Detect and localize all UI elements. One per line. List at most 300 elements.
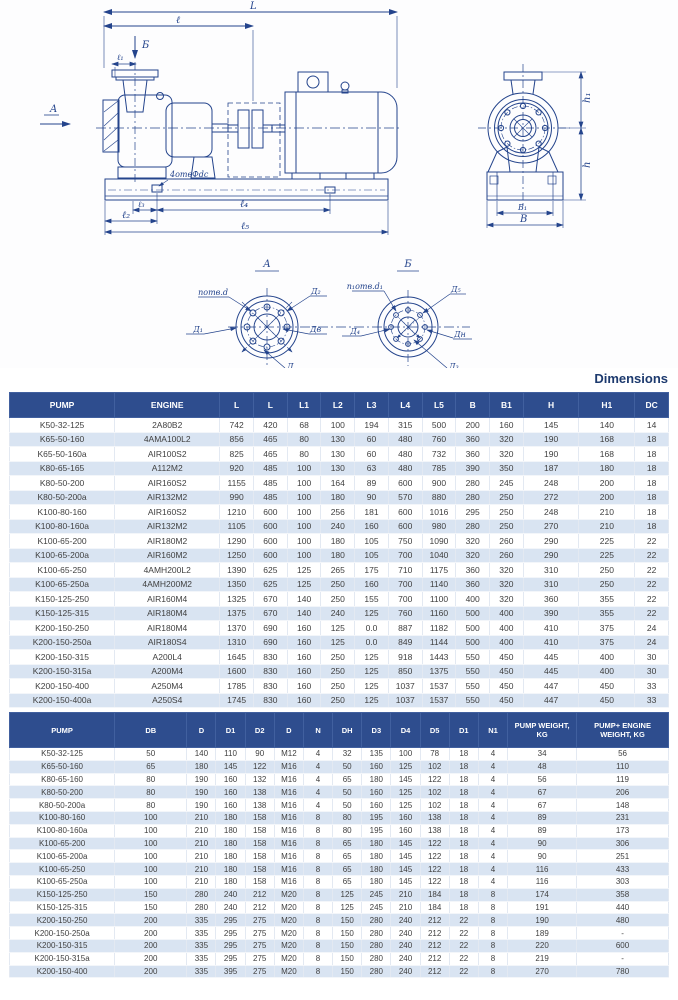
value-cell: 742: [220, 418, 254, 433]
value-cell: 280: [187, 888, 216, 901]
dim-label-L: L: [250, 1, 257, 12]
value-cell: 4AMH200M2: [115, 577, 220, 592]
value-cell: 8: [303, 837, 332, 850]
value-cell: 320: [490, 592, 524, 607]
value-cell: 275: [245, 952, 274, 965]
value-cell: 210: [391, 888, 420, 901]
value-cell: 50: [333, 760, 362, 773]
value-cell: 145: [216, 760, 245, 773]
value-cell: 105: [355, 534, 389, 549]
value-cell: 280: [456, 476, 490, 491]
value-cell: 270: [523, 519, 579, 534]
flange-a-dv-label: Дв: [310, 325, 322, 334]
value-cell: 550: [456, 664, 490, 679]
value-cell: 600: [254, 505, 288, 520]
value-cell: 210: [187, 863, 216, 876]
flange-a-title: A: [263, 259, 271, 270]
value-cell: A112M2: [115, 461, 220, 476]
value-cell: 400: [490, 635, 524, 650]
value-cell: 1537: [422, 693, 456, 708]
value-cell: 8: [303, 927, 332, 940]
value-cell: 280: [362, 952, 391, 965]
value-cell: 180: [362, 837, 391, 850]
value-cell: 56: [577, 748, 669, 761]
column-header: H1: [579, 393, 635, 418]
value-cell: -: [577, 927, 669, 940]
value-cell: 433: [577, 863, 669, 876]
table-row: [10, 418, 669, 433]
flange-b-d4-label: Д₄: [350, 327, 360, 336]
value-cell: 132: [245, 773, 274, 786]
value-cell: 78: [420, 748, 449, 761]
pump-model-cell: K100-65-250: [10, 563, 115, 578]
value-cell: 125: [287, 563, 321, 578]
value-cell: 180: [216, 875, 245, 888]
value-cell: 485: [254, 490, 288, 505]
value-cell: 100: [287, 505, 321, 520]
value-cell: 280: [362, 927, 391, 940]
value-cell: 4: [478, 786, 507, 799]
value-cell: 400: [490, 606, 524, 621]
value-cell: 600: [254, 548, 288, 563]
table-row: [10, 592, 669, 607]
column-header: B1: [490, 393, 524, 418]
value-cell: 450: [490, 693, 524, 708]
value-cell: M20: [274, 939, 303, 952]
value-cell: 410: [523, 621, 579, 636]
value-cell: 100: [115, 837, 187, 850]
value-cell: 145: [391, 850, 420, 863]
pump-model-cell: K200-150-315a: [10, 664, 115, 679]
value-cell: 180: [216, 863, 245, 876]
value-cell: 200: [579, 490, 635, 505]
value-cell: 18: [449, 824, 478, 837]
dimensions-table-header-row: [10, 393, 669, 418]
value-cell: 4: [478, 875, 507, 888]
table-row: [10, 447, 669, 462]
column-header: L2: [321, 393, 355, 418]
value-cell: 830: [254, 693, 288, 708]
value-cell: 18: [449, 760, 478, 773]
pump-model-cell: K65-50-160a: [10, 447, 115, 462]
value-cell: 375: [579, 635, 635, 650]
value-cell: 8: [303, 811, 332, 824]
value-cell: 4: [478, 863, 507, 876]
value-cell: 248: [523, 476, 579, 491]
value-cell: 65: [333, 837, 362, 850]
column-header: B: [456, 393, 490, 418]
value-cell: 400: [579, 650, 635, 665]
column-header: PUMP: [10, 713, 115, 748]
value-cell: 210: [187, 811, 216, 824]
coupling: [228, 103, 280, 177]
value-cell: 160: [362, 760, 391, 773]
value-cell: 150: [333, 939, 362, 952]
value-cell: 8: [478, 888, 507, 901]
value-cell: 445: [523, 664, 579, 679]
dim-label-l: ℓ: [176, 15, 181, 26]
value-cell: 248: [523, 505, 579, 520]
value-cell: 32: [333, 748, 362, 761]
table-row: [10, 519, 669, 534]
value-cell: 700: [388, 548, 422, 563]
column-header: PUMP WEIGHT, KG: [508, 713, 577, 748]
table-row: [10, 548, 669, 563]
column-header: L5: [422, 393, 456, 418]
value-cell: 100: [115, 824, 187, 837]
table-row: [10, 505, 669, 520]
value-cell: 375: [579, 621, 635, 636]
value-cell: 125: [287, 577, 321, 592]
value-cell: 1105: [220, 519, 254, 534]
pump-model-cell: K50-32-125: [10, 418, 115, 433]
table-row: [10, 621, 669, 636]
value-cell: 48: [508, 760, 577, 773]
value-cell: 250: [490, 505, 524, 520]
value-cell: 980: [422, 519, 456, 534]
table-row: [10, 927, 669, 940]
flange-weight-table-header-row: [10, 713, 669, 748]
value-cell: 130: [321, 461, 355, 476]
value-cell: M16: [274, 799, 303, 812]
value-cell: M12: [274, 748, 303, 761]
value-cell: 22: [449, 965, 478, 978]
value-cell: 4: [478, 760, 507, 773]
value-cell: 24: [635, 621, 669, 636]
value-cell: 4: [478, 799, 507, 812]
value-cell: 184: [420, 901, 449, 914]
value-cell: M20: [274, 927, 303, 940]
pump-model-cell: K100-65-200: [10, 837, 115, 850]
value-cell: 190: [187, 786, 216, 799]
value-cell: 850: [388, 664, 422, 679]
column-header: DB: [115, 713, 187, 748]
value-cell: 210: [187, 837, 216, 850]
value-cell: 4: [478, 850, 507, 863]
value-cell: 1140: [422, 577, 456, 592]
column-header: N1: [478, 713, 507, 748]
table-row: [10, 939, 669, 952]
value-cell: AIR160S2: [115, 476, 220, 491]
value-cell: 440: [577, 901, 669, 914]
value-cell: 180: [321, 534, 355, 549]
column-header: ENGINE: [115, 393, 220, 418]
value-cell: 1040: [422, 548, 456, 563]
value-cell: 275: [245, 939, 274, 952]
value-cell: 8: [303, 824, 332, 837]
side-view-drawing: [40, 1, 402, 235]
value-cell: 4AMA100L2: [115, 432, 220, 447]
value-cell: 187: [523, 461, 579, 476]
value-cell: 18: [635, 476, 669, 491]
column-header: D2: [245, 713, 274, 748]
value-cell: 138: [420, 811, 449, 824]
value-cell: 1785: [220, 679, 254, 694]
value-cell: 89: [508, 824, 577, 837]
table-row: [10, 888, 669, 901]
value-cell: 100: [115, 875, 187, 888]
value-cell: 150: [333, 965, 362, 978]
value-cell: 1645: [220, 650, 254, 665]
value-cell: 195: [362, 824, 391, 837]
value-cell: 110: [216, 748, 245, 761]
column-header: N: [303, 713, 332, 748]
electric-motor: [272, 72, 397, 179]
value-cell: 24: [635, 635, 669, 650]
value-cell: 200: [115, 914, 187, 927]
value-cell: 180: [362, 850, 391, 863]
value-cell: 280: [456, 490, 490, 505]
value-cell: AIR180M4: [115, 606, 220, 621]
flange-a-d-label: Д: [287, 362, 294, 368]
table-row: [10, 664, 669, 679]
value-cell: 250: [321, 679, 355, 694]
motor-foot: [346, 173, 374, 179]
value-cell: 250: [321, 577, 355, 592]
value-cell: 30: [635, 664, 669, 679]
value-cell: 250: [579, 577, 635, 592]
value-cell: A250M4: [115, 679, 220, 694]
value-cell: 260: [490, 534, 524, 549]
value-cell: 830: [254, 664, 288, 679]
pump-model-cell: K100-65-250: [10, 863, 115, 876]
value-cell: 500: [456, 621, 490, 636]
value-cell: 65: [333, 850, 362, 863]
value-cell: 700: [388, 577, 422, 592]
value-cell: 22: [449, 939, 478, 952]
value-cell: 180: [216, 824, 245, 837]
value-cell: 780: [577, 965, 669, 978]
value-cell: 180: [187, 760, 216, 773]
value-cell: 1175: [422, 563, 456, 578]
value-cell: 200: [115, 927, 187, 940]
value-cell: 56: [508, 773, 577, 786]
value-cell: 80: [115, 773, 187, 786]
value-cell: M16: [274, 863, 303, 876]
value-cell: 180: [216, 850, 245, 863]
value-cell: 8: [478, 952, 507, 965]
value-cell: 180: [321, 548, 355, 563]
value-cell: 8: [303, 888, 332, 901]
value-cell: 1370: [220, 621, 254, 636]
table-row: [10, 799, 669, 812]
value-cell: 210: [579, 519, 635, 534]
value-cell: 160: [391, 824, 420, 837]
value-cell: 600: [388, 476, 422, 491]
value-cell: 400: [490, 621, 524, 636]
value-cell: 160: [287, 679, 321, 694]
value-cell: 100: [287, 548, 321, 563]
table-row: [10, 748, 669, 761]
flange-b-holes-label: n₁отв.d₁: [346, 282, 383, 291]
value-cell: 265: [321, 563, 355, 578]
value-cell: 122: [420, 863, 449, 876]
value-cell: 160: [355, 577, 389, 592]
column-header: DC: [635, 393, 669, 418]
value-cell: 1290: [220, 534, 254, 549]
value-cell: 135: [362, 748, 391, 761]
value-cell: 18: [449, 786, 478, 799]
value-cell: 450: [579, 693, 635, 708]
value-cell: 360: [523, 592, 579, 607]
value-cell: 181: [355, 505, 389, 520]
value-cell: 1100: [422, 592, 456, 607]
pump-model-cell: K65-50-160: [10, 760, 115, 773]
value-cell: 190: [508, 914, 577, 927]
value-cell: 125: [321, 621, 355, 636]
value-cell: 160: [362, 786, 391, 799]
pump-model-cell: K100-65-200: [10, 534, 115, 549]
value-cell: 360: [456, 577, 490, 592]
value-cell: 1537: [422, 679, 456, 694]
value-cell: 250: [321, 592, 355, 607]
value-cell: 849: [388, 635, 422, 650]
pump-model-cell: K150-125-315: [10, 901, 115, 914]
table-row: [10, 811, 669, 824]
value-cell: 0.0: [355, 635, 389, 650]
column-header: H: [523, 393, 579, 418]
value-cell: AIR180M2: [115, 534, 220, 549]
value-cell: 1250: [220, 548, 254, 563]
value-cell: 360: [456, 432, 490, 447]
value-cell: 168: [579, 432, 635, 447]
value-cell: 22: [449, 927, 478, 940]
value-cell: 65: [333, 875, 362, 888]
value-cell: 275: [245, 927, 274, 940]
value-cell: 145: [523, 418, 579, 433]
value-cell: 4: [478, 773, 507, 786]
value-cell: 1390: [220, 563, 254, 578]
value-cell: 280: [456, 519, 490, 534]
value-cell: 900: [422, 476, 456, 491]
value-cell: 33: [635, 679, 669, 694]
value-cell: 420: [254, 418, 288, 433]
value-cell: 160: [287, 650, 321, 665]
value-cell: 830: [254, 679, 288, 694]
value-cell: 22: [449, 914, 478, 927]
vent-plug: [157, 93, 164, 100]
pump-model-cell: K80-50-200a: [10, 799, 115, 812]
value-cell: 102: [420, 799, 449, 812]
value-cell: 625: [254, 577, 288, 592]
value-cell: 410: [523, 635, 579, 650]
value-cell: 918: [388, 650, 422, 665]
table-row: [10, 461, 669, 476]
tables-section: [9, 392, 669, 978]
value-cell: 145: [391, 863, 420, 876]
flange-detail-b: [342, 259, 472, 368]
value-cell: 1745: [220, 693, 254, 708]
value-cell: 250: [490, 519, 524, 534]
value-cell: 125: [355, 679, 389, 694]
value-cell: 272: [523, 490, 579, 505]
value-cell: 4: [478, 837, 507, 850]
value-cell: 119: [577, 773, 669, 786]
value-cell: 8: [478, 965, 507, 978]
flange-a-d2-label: Д₂: [311, 287, 321, 296]
table-row: [10, 577, 669, 592]
dim-label-h1: h₁: [582, 92, 593, 103]
value-cell: 320: [490, 563, 524, 578]
dim-label-B: B: [520, 214, 528, 225]
value-cell: AIR180S4: [115, 635, 220, 650]
value-cell: 290: [523, 548, 579, 563]
value-cell: 880: [422, 490, 456, 505]
column-header: L: [220, 393, 254, 418]
value-cell: A200M4: [115, 664, 220, 679]
value-cell: 184: [420, 888, 449, 901]
table-row: [10, 432, 669, 447]
value-cell: 125: [391, 799, 420, 812]
pump-model-cell: K150-125-250: [10, 592, 115, 607]
value-cell: 191: [508, 901, 577, 914]
pump-model-cell: K200-150-250: [10, 914, 115, 927]
value-cell: 550: [456, 679, 490, 694]
value-cell: 100: [287, 519, 321, 534]
column-header: L3: [355, 393, 389, 418]
value-cell: 212: [420, 914, 449, 927]
value-cell: 102: [420, 760, 449, 773]
value-cell: 1016: [422, 505, 456, 520]
value-cell: 122: [245, 760, 274, 773]
value-cell: 1090: [422, 534, 456, 549]
value-cell: 125: [333, 901, 362, 914]
value-cell: 320: [490, 447, 524, 462]
value-cell: 280: [362, 914, 391, 927]
value-cell: 210: [391, 901, 420, 914]
value-cell: 212: [245, 888, 274, 901]
value-cell: M20: [274, 914, 303, 927]
value-cell: 100: [287, 461, 321, 476]
flange-b-d3-label: Д₃: [449, 362, 459, 368]
value-cell: 68: [287, 418, 321, 433]
value-cell: 122: [420, 850, 449, 863]
value-cell: 8: [303, 939, 332, 952]
table-row: [10, 901, 669, 914]
pump-model-cell: K200-150-250: [10, 621, 115, 636]
table-row: [10, 606, 669, 621]
value-cell: 200: [456, 418, 490, 433]
value-cell: 116: [508, 875, 577, 888]
value-cell: 251: [577, 850, 669, 863]
table-row: [10, 679, 669, 694]
value-cell: M16: [274, 811, 303, 824]
value-cell: 240: [321, 519, 355, 534]
value-cell: 280: [362, 939, 391, 952]
value-cell: 8: [303, 952, 332, 965]
value-cell: 180: [362, 863, 391, 876]
value-cell: 18: [635, 432, 669, 447]
value-cell: M16: [274, 837, 303, 850]
value-cell: 63: [355, 461, 389, 476]
value-cell: 360: [456, 563, 490, 578]
value-cell: 256: [321, 505, 355, 520]
value-cell: M16: [274, 773, 303, 786]
value-cell: 250: [490, 490, 524, 505]
value-cell: 245: [490, 476, 524, 491]
value-cell: 125: [355, 606, 389, 621]
dimensions-table: [9, 392, 669, 708]
terminal-box: [298, 72, 328, 92]
value-cell: 250: [321, 650, 355, 665]
flange-detail-a: [186, 259, 327, 368]
value-cell: 160: [490, 418, 524, 433]
value-cell: 450: [490, 679, 524, 694]
value-cell: 240: [216, 888, 245, 901]
value-cell: 8: [478, 901, 507, 914]
value-cell: 1037: [388, 679, 422, 694]
value-cell: 100: [115, 811, 187, 824]
